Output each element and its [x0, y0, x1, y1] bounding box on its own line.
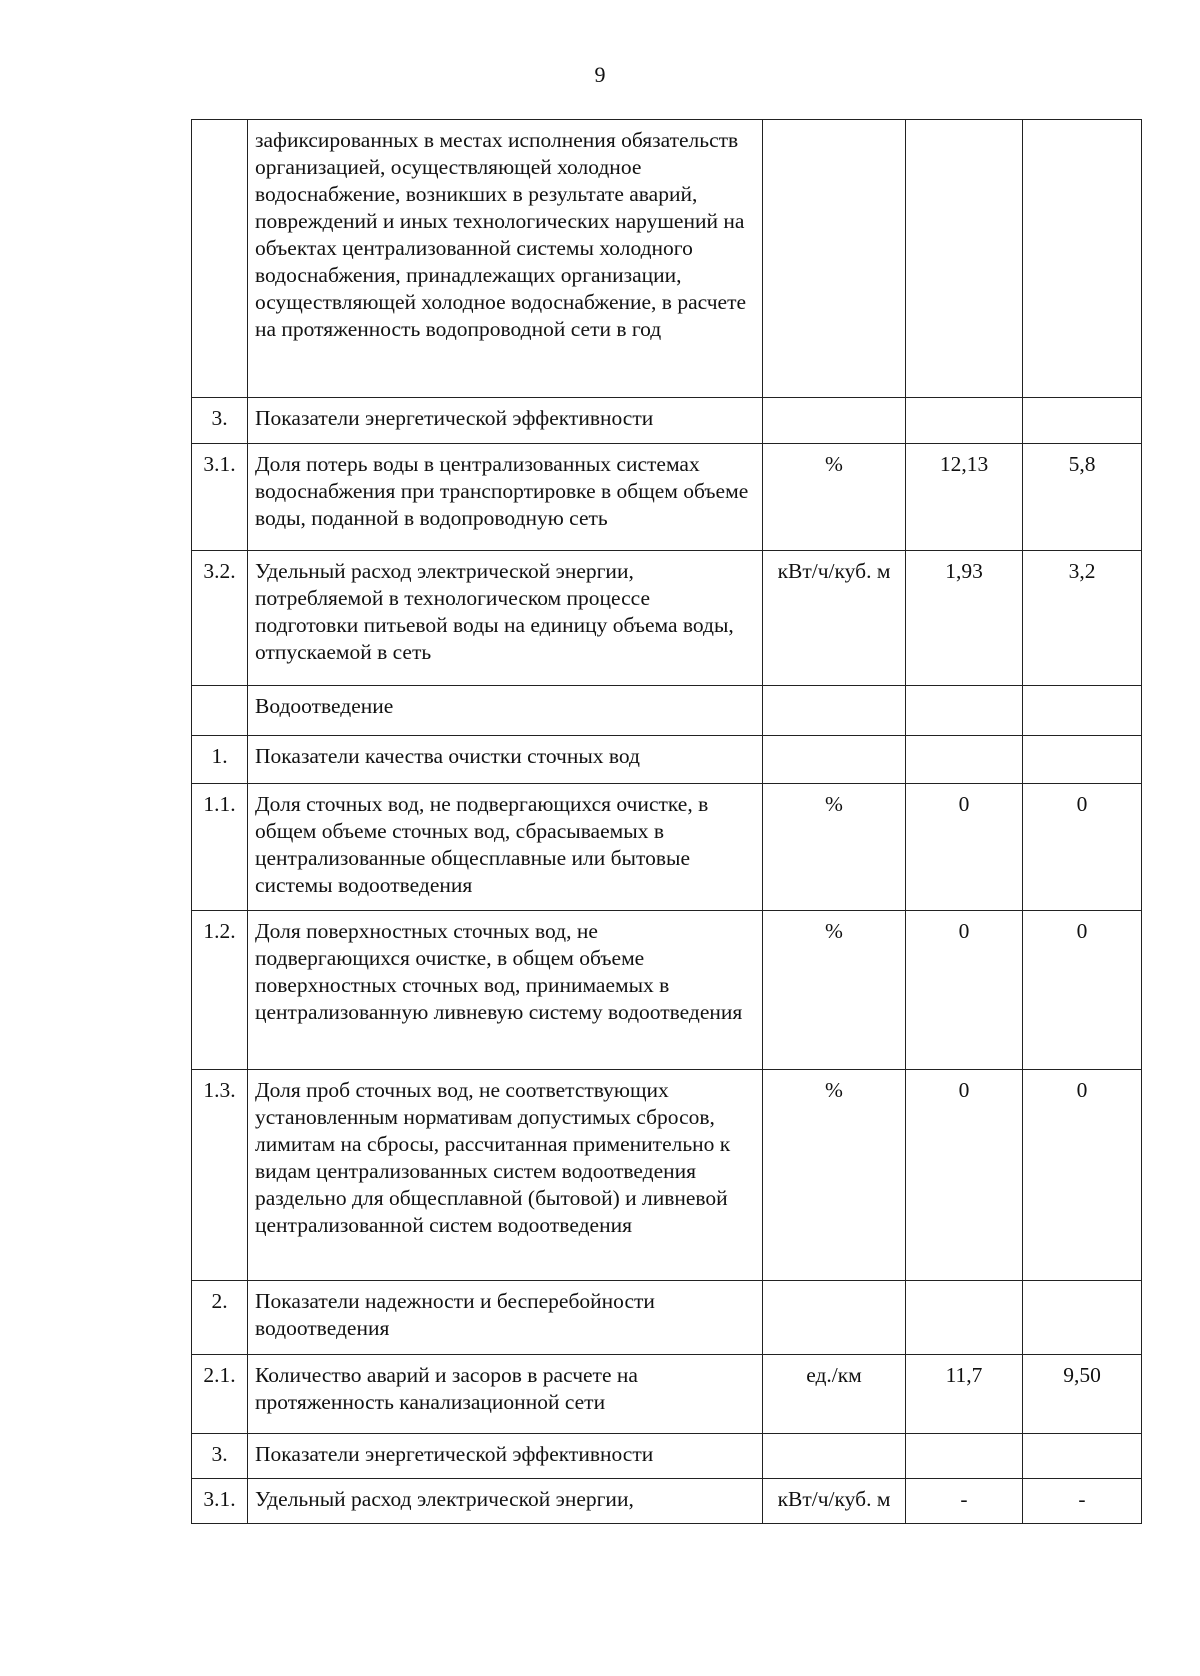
table-row — [192, 686, 1142, 736]
row-number: 3.1. — [192, 1479, 248, 1524]
value-1-cell: - — [906, 1479, 1023, 1524]
unit-cell — [763, 398, 906, 444]
unit-cell: % — [763, 444, 906, 551]
indicator-name: Показатели энергетической эффективности — [248, 398, 763, 444]
value-2-cell — [1023, 398, 1142, 444]
indicator-name: Доля проб сточных вод, не соответствующих установленным нормативам допустимых сбросов, лимитам на сбросы, рассчитанная применительно к видам централизованных систем водоотведения раздельно для общесплавной (бытовой) и ливневой централизованной систем водоотведения — [248, 1070, 763, 1281]
row-number: 3. — [192, 398, 248, 444]
row-number — [192, 120, 248, 398]
indicator-name: Удельный расход электрической энергии, потребляемой в технологическом процессе подготовки питьевой воды на единицу объема воды, отпускаемой в сеть — [248, 551, 763, 686]
indicator-name: Количество аварий и засоров в расчете на протяженность канализационной сети — [248, 1355, 763, 1434]
value-2-cell: 3,2 — [1023, 551, 1142, 686]
value-2-cell: 5,8 — [1023, 444, 1142, 551]
value-1-cell: 0 — [906, 911, 1023, 1070]
row-number: 2.1. — [192, 1355, 248, 1434]
row-number: 1.1. — [192, 784, 248, 911]
row-number: 3. — [192, 1434, 248, 1479]
unit-cell: кВт/ч/куб. м — [763, 551, 906, 686]
row-number: 2. — [192, 1281, 248, 1355]
unit-cell — [763, 1281, 906, 1355]
row-number: 3.1. — [192, 444, 248, 551]
unit-cell: % — [763, 784, 906, 911]
value-1-cell: 12,13 — [906, 444, 1023, 551]
value-1-cell: 11,7 — [906, 1355, 1023, 1434]
unit-cell: % — [763, 911, 906, 1070]
table-row — [192, 1479, 1142, 1524]
indicator-name: Доля потерь воды в централизованных системах водоснабжения при транспортировке в общем объеме воды, поданной в водопроводную сеть — [248, 444, 763, 551]
table-row — [192, 736, 1142, 784]
value-2-cell: - — [1023, 1479, 1142, 1524]
indicator-name: Доля поверхностных сточных вод, не подвергающихся очистке, в общем объеме поверхностных сточных вод, принимаемых в централизованную ливневую систему водоотведения — [248, 911, 763, 1070]
table-row — [192, 444, 1142, 551]
value-1-cell — [906, 1281, 1023, 1355]
value-1-cell: 0 — [906, 1070, 1023, 1281]
value-1-cell — [906, 1434, 1023, 1479]
indicator-name: Показатели надежности и бесперебойности водоотведения — [248, 1281, 763, 1355]
value-2-cell — [1023, 1434, 1142, 1479]
table-row — [192, 784, 1142, 911]
value-1-cell — [906, 736, 1023, 784]
table-row — [192, 120, 1142, 398]
table-row — [192, 1434, 1142, 1479]
table-row — [192, 1355, 1142, 1434]
indicator-name: Удельный расход электрической энергии, — [248, 1479, 763, 1524]
unit-cell — [763, 1434, 906, 1479]
row-number: 1.3. — [192, 1070, 248, 1281]
section-title: Водоотведение — [248, 686, 763, 736]
unit-cell: кВт/ч/куб. м — [763, 1479, 906, 1524]
value-2-cell — [1023, 120, 1142, 398]
value-2-cell — [1023, 1281, 1142, 1355]
row-number: 3.2. — [192, 551, 248, 686]
indicators-table — [191, 119, 1142, 1524]
value-2-cell: 9,50 — [1023, 1355, 1142, 1434]
table-row — [192, 398, 1142, 444]
value-2-cell: 0 — [1023, 784, 1142, 911]
indicator-name: Показатели энергетической эффективности — [248, 1434, 763, 1479]
value-1-cell — [906, 398, 1023, 444]
row-number: 1.2. — [192, 911, 248, 1070]
value-2-cell: 0 — [1023, 911, 1142, 1070]
unit-cell: % — [763, 1070, 906, 1281]
value-2-cell — [1023, 736, 1142, 784]
value-1-cell — [906, 686, 1023, 736]
unit-cell — [763, 120, 906, 398]
indicator-name: зафиксированных в местах исполнения обязательств организацией, осуществляющей холодное водоснабжение, возникших в результате аварий, повреждений и иных технологических нарушений на объектах централизованной системы холодного водоснабжения, принадлежащих организации, осуществляющей холодное водоснабжение, в расчете на протяженность водопроводной сети в год — [248, 120, 763, 398]
indicator-name: Доля сточных вод, не подвергающихся очистке, в общем объеме сточных вод, сбрасываемых в централизованные общесплавные или бытовые системы водоотведения — [248, 784, 763, 911]
value-2-cell: 0 — [1023, 1070, 1142, 1281]
value-1-cell — [906, 120, 1023, 398]
page-number: 9 — [594, 62, 606, 87]
value-2-cell — [1023, 686, 1142, 736]
table-row — [192, 1070, 1142, 1281]
row-number: 1. — [192, 736, 248, 784]
unit-cell — [763, 686, 906, 736]
unit-cell — [763, 736, 906, 784]
indicator-name: Показатели качества очистки сточных вод — [248, 736, 763, 784]
table-row — [192, 551, 1142, 686]
value-1-cell: 0 — [906, 784, 1023, 911]
row-number — [192, 686, 248, 736]
value-1-cell: 1,93 — [906, 551, 1023, 686]
table-row — [192, 1281, 1142, 1355]
unit-cell: ед./км — [763, 1355, 906, 1434]
table-row — [192, 911, 1142, 1070]
